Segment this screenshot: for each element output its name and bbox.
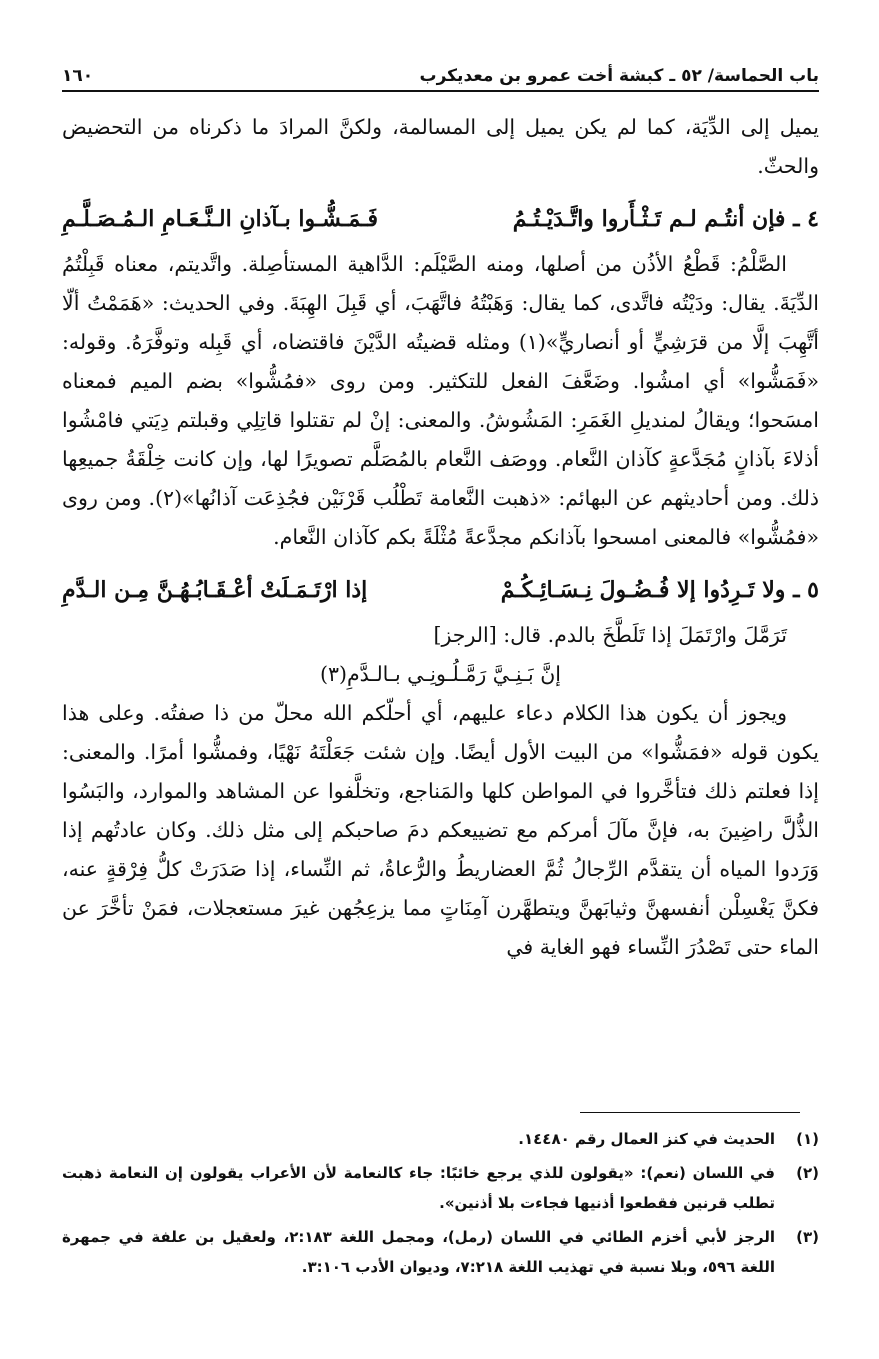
gloss-verse-5: تَرَمَّلَ وارْتَمَلَ إذا تَلَطَّخَ بالدم. قال: [الرجز]: [433, 623, 787, 647]
footnote-text: الحديث في كنز العمال رقم ١٤٤٨٠.: [518, 1130, 775, 1148]
footnote-text: في اللسان (نعم): «يقولون للذي يرجع خائبًا: جاء كالنعامة لأن الأعراب يقولون إن النعامة ذهبت تطلب قرنين فقطعوا أذنيها فجاءت بلا أذنين».: [62, 1164, 775, 1212]
footnote-separator: [580, 1112, 800, 1113]
page-number: ١٦٠: [62, 66, 94, 86]
running-title: باب الحماسة/ ٥٢ ـ كبشة أخت عمرو بن معديكرب: [419, 66, 819, 86]
intro-paragraph: يميل إلى الدِّيَة، كما لم يكن يميل إلى المسالمة، ولكنَّ المرادَ ما ذكرناه من التحضيض والحثّ.: [62, 115, 819, 178]
verse-4-first-hemistich: ٤ ـ فإن أنتُـم لـم تَـثْـأَروا واتَّـدَيْـتُـمُ: [512, 206, 819, 232]
footnote-number: (٢): [796, 1164, 819, 1182]
main-text: [62, 108, 819, 967]
verse-4: [62, 200, 819, 239]
footnote-number: (١): [796, 1130, 819, 1148]
footnote-number: (٣): [796, 1228, 819, 1246]
footnote-1: [62, 1124, 819, 1154]
footnote-2: [62, 1158, 819, 1218]
page-header: [62, 58, 819, 86]
verse-5-second-hemistich: إذا ارْتَـمَـلَتْ أعْـقَـابُـهُـنَّ مِـن الـدَّمِ: [62, 577, 368, 603]
header-rule: [62, 90, 819, 92]
commentary-verse-4: الصَّلْمُ: قَطْعُ الأذُن من أصلها، ومنه الصَّيْلَم: الدَّاهية المستأصِلة. واتَّديتم، معناه قَبِلْتُمُ الدِّيَةَ. يقال: ودَيْتُه فاتَّدى، كما يقال: وَهَبْتُهُ فاتَّهَبَ، أي قَبِلَ الهِبَةَ. وفي الحديث: «هَمَمْتُ ألّا أتَّهِبَ إلَّا من قرَشِيٍّ أو أنصاريٍّ»(١) ومثله قضيتُه الدَّيْنَ فاقتضاه، أي قَبِله وتوفَّرَهُ. وقوله: «فَمَشُّوا» أي امشُوا. وضَعَّفَ الفعل للتكثير. ومن روى «فمُشُّوا» بضم الميم فمعناه امسَحوا؛ ويقالُ لمنديلِ الغَمَرِ: المَشُوشُ. والمعنى: إنْ لم تقتلوا قاتِلِي وقبلتم دِيَتي فامْشُوا أذلاءَ بآذانٍ مُجَدَّعةٍ كآذان النَّعام. ووصَف النَّعام بالمُصَلَّم تصويرًا لها، وإن كانت خِلْقَةُ جميعِها ذلك. ومن أحاديثهم عن البهائم: «ذهبت النَّعامة تَطْلُب قَرْنَيْن فجُذِعَت آذانُها»(٢). ومن روى «فمُشُّوا» فالمعنى امسحوا بآذانكم مجدَّعةً مُثْلَةً بكم كآذان النَّعام.: [62, 252, 819, 549]
footnotes: [62, 1124, 819, 1286]
verse-4-second-hemistich: فَـمَـشُّـوا بـآذانِ الـنَّـعَـامِ الـمُـصَـلَّـمِ: [62, 206, 379, 232]
footnote-3: [62, 1222, 819, 1282]
commentary-verse-5: ويجوز أن يكون هذا الكلام دعاء عليهم، أي أحلّكم الله محلّ من ذا صفتُه. وعلى هذا يكون قوله «فمَشُّوا» من البيت الأول أيضًا. وإن شئت جَعَلْتَهُ نَهْيًا، وفمشُّوا أمرًا. والمعنى: إذا فعلتم ذلك فتأخَّروا في المواطن كلها والمَناجع، وتخلَّفوا عن المشاهد والموارد، والبَسُوا الذُّلَّ راضِينَ به، فإنَّ مآلَ أمركم مع تضييعكم دمَ صاحبكم إلى مثل ذلك. وكان عادتُهم إذا وَرَدوا المياه أن يتقدَّم الرِّجالُ ثُمَّ العضاريطُ والرُّعاةُ، ثم النِّساء، إذا صَدَرَتْ كلُّ فِرْقةٍ عنه، فكنَّ يَغْسِلْن أنفسهنَّ وثيابَهنَّ ويتطهَّرن آمِنَاتٍ مما يزعِجُهن غيرَ مستعجلات، فمَنْ تأخَّرَ عن الماء حتى تَصْدُرَ النِّساء فهو الغاية في: [62, 701, 819, 959]
rajaz-quote: إنَّ بَـنِـيَّ رَمَّـلُـونِـي بـالـدَّمِ(٣): [319, 662, 562, 686]
verse-5-first-hemistich: ٥ ـ ولا تَـرِدُوا إلا فُـضُـولَ نِـسَـائِـكُـمْ: [500, 577, 819, 603]
footnote-text: الرجز لأبي أخزم الطائي في اللسان (رمل)، ومجمل اللغة ٢:١٨٣، ولعقيل بن علفة في جمهرة اللغة ٥٩٦، وبلا نسبة في تهذيب اللغة ٧:٢١٨، وديوان الأدب ٣:١٠٦.: [62, 1228, 775, 1276]
verse-5: [62, 571, 819, 610]
